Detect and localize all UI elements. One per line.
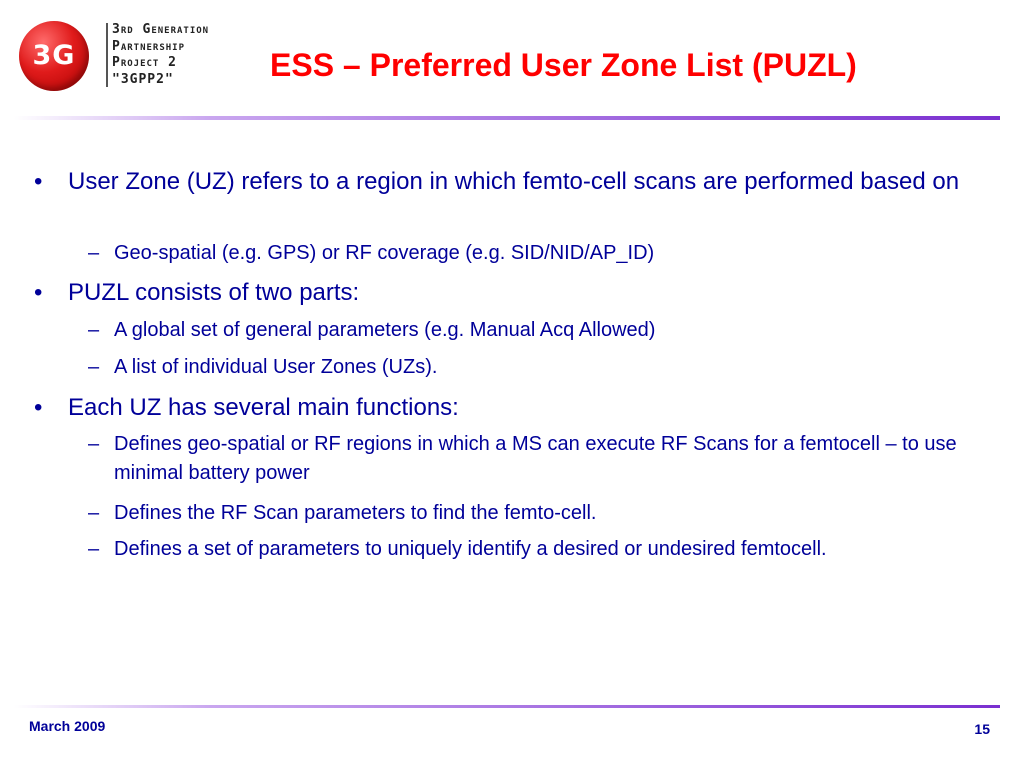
footer-date: March 2009 [29,718,106,734]
slide-title: ESS – Preferred User Zone List (PUZL) [270,47,857,83]
page-number: 15 [974,721,990,737]
sub-bullet-marker: – [88,502,100,524]
sub-bullet-text: A list of individual User Zones (UZs). [114,356,438,378]
logo-divider [106,23,108,87]
sub-bullet-text: Geo-spatial (e.g. GPS) or RF coverage (e.g. SID/NID/AP_ID) [114,242,655,264]
sub-bullet-text: Defines a set of parameters to uniquely identify a desired or undesired femtocell. [114,538,827,560]
logo-line-2: Partnership [112,38,186,54]
bullet-marker: • [34,168,43,195]
sub-bullet-marker: – [88,538,100,560]
3gpp2-logo [19,21,234,91]
logo-line-4: "3GPP2" [112,71,174,87]
logo-line-3: Project 2 [112,55,177,70]
sub-bullet-item [88,316,978,345]
sub-bullet-item [88,499,978,528]
bullet-item [34,165,974,198]
sub-bullet-text: Defines geo-spatial or RF regions in which a MS can execute RF Scans for a femtocell – to use minimal battery power [114,433,957,484]
logo-line-1: 3rd Generation [112,22,210,37]
bullet-text: User Zone (UZ) refers to a region in which femto-cell scans are performed based on [68,168,960,195]
sub-bullet-marker: – [88,319,100,341]
3g-logo-mark [19,21,89,91]
sub-bullet-marker: – [88,356,100,378]
sub-bullet-marker: – [88,433,100,455]
bullet-item [34,276,974,309]
sub-bullet-marker: – [88,242,100,264]
sub-bullet-item [88,353,978,382]
header-divider [14,116,1000,120]
sub-bullet-item [88,239,978,268]
bullet-marker: • [34,394,43,421]
sub-bullet-text: A global set of general parameters (e.g. Manual Acq Allowed) [114,319,656,341]
bullet-text: Each UZ has several main functions: [68,394,459,421]
footer-divider [14,705,1000,708]
sub-bullet-item [88,430,978,488]
bullet-item [34,391,974,424]
bullet-marker: • [34,279,43,306]
sub-bullet-item [88,535,978,564]
bullet-text: PUZL consists of two parts: [68,279,360,306]
logo-wordmark [112,22,209,88]
sub-bullet-text: Defines the RF Scan parameters to find the femto-cell. [114,502,597,524]
logo-mark-text: 3G [32,40,76,71]
